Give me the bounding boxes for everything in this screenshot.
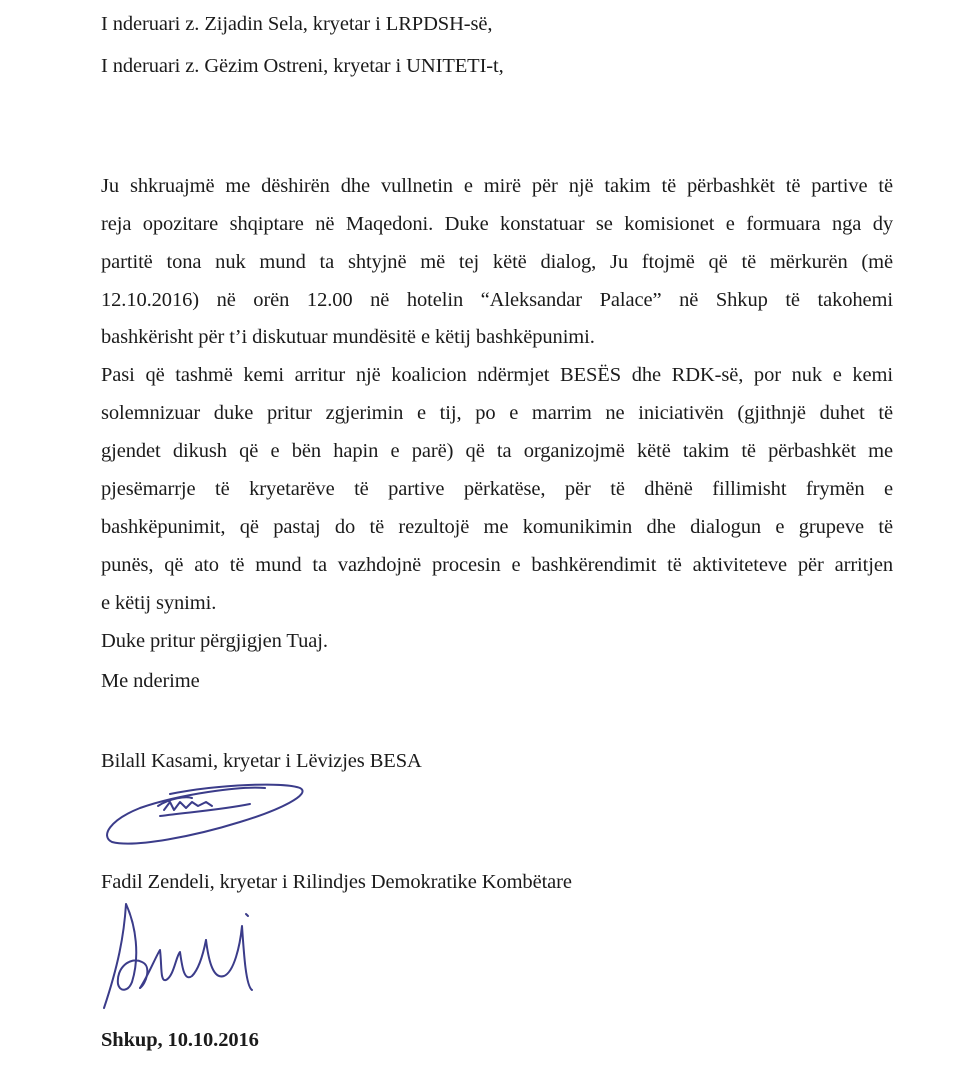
signature-1-stroke-outer xyxy=(107,785,303,844)
salutation: Me nderime xyxy=(101,670,200,692)
signature-2-image xyxy=(96,896,266,1020)
paragraph2-line-1: Pasi që tashmë kemi arritur një koalicion ndërmjet BESËS dhe RDK-së, por nuk e kemi xyxy=(101,364,893,386)
signature-2-stroke-end xyxy=(206,926,252,990)
place-date: Shkup, 10.10.2016 xyxy=(101,1029,259,1051)
recipient-line-1: I nderuari z. Zijadin Sela, kryetar i LRPDSH-së, xyxy=(101,13,493,35)
paragraph1-line-2: reja opozitare shqiptare në Maqedoni. Duke konstatuar se komisionet e formuara nga dy xyxy=(101,213,893,235)
signatory-1-name: Bilall Kasami, kryetar i Lëvizjes BESA xyxy=(101,750,422,772)
paragraph2-line-6: punës, që ato të mund ta vazhdojnë procesin e bashkërendimit të aktiviteteve për arritjen xyxy=(101,554,893,576)
paragraph2-line-4: pjesëmarrje të kryetarëve të partive përkatëse, për të dhënë fillimisht frymën e xyxy=(101,478,893,500)
paragraph1-line-1: Ju shkruajmë me dëshirën dhe vullnetin e mirë për një takim të përbashkët të partive të xyxy=(101,175,893,197)
paragraph1-line-5: bashkërisht për t’i diskutuar mundësitë e këtij bashkëpunimi. xyxy=(101,326,595,348)
signature-2-stroke-main xyxy=(104,904,147,1008)
signatory-2-name: Fadil Zendeli, kryetar i Rilindjes Demokratike Kombëtare xyxy=(101,871,572,893)
closing-line: Duke pritur përgjigjen Tuaj. xyxy=(101,630,328,652)
paragraph2-line-7: e këtij synimi. xyxy=(101,592,217,614)
paragraph2-line-3: gjendet dikush që e bën hapin e parë) që ta organizojmë këtë takim të përbashkët me xyxy=(101,440,893,462)
signature-1-image xyxy=(100,776,320,852)
paragraph1-line-4: 12.10.2016) në orën 12.00 në hotelin “Aleksandar Palace” në Shkup të takohemi xyxy=(101,289,893,311)
paragraph2-line-2: solemnizuar duke pritur zgjerimin e tij, po e marrim ne iniciativën (gjithnjë duhet të xyxy=(101,402,893,424)
signature-2-stroke-loops xyxy=(140,940,206,988)
signature-2-stroke-dot xyxy=(246,914,248,916)
paragraph1-line-3: partitë tona nuk mund ta shtyjnë më tej këtë dialog, Ju ftojmë që të mërkurën (më xyxy=(101,251,893,273)
paragraph2-line-5: bashkëpunimit, që pastaj do të rezultojë me komunikimin dhe dialogun e grupeve të xyxy=(101,516,893,538)
signature-1-stroke-inner xyxy=(158,797,212,810)
recipient-line-2: I nderuari z. Gëzim Ostreni, kryetar i UNITETI-t, xyxy=(101,55,504,77)
